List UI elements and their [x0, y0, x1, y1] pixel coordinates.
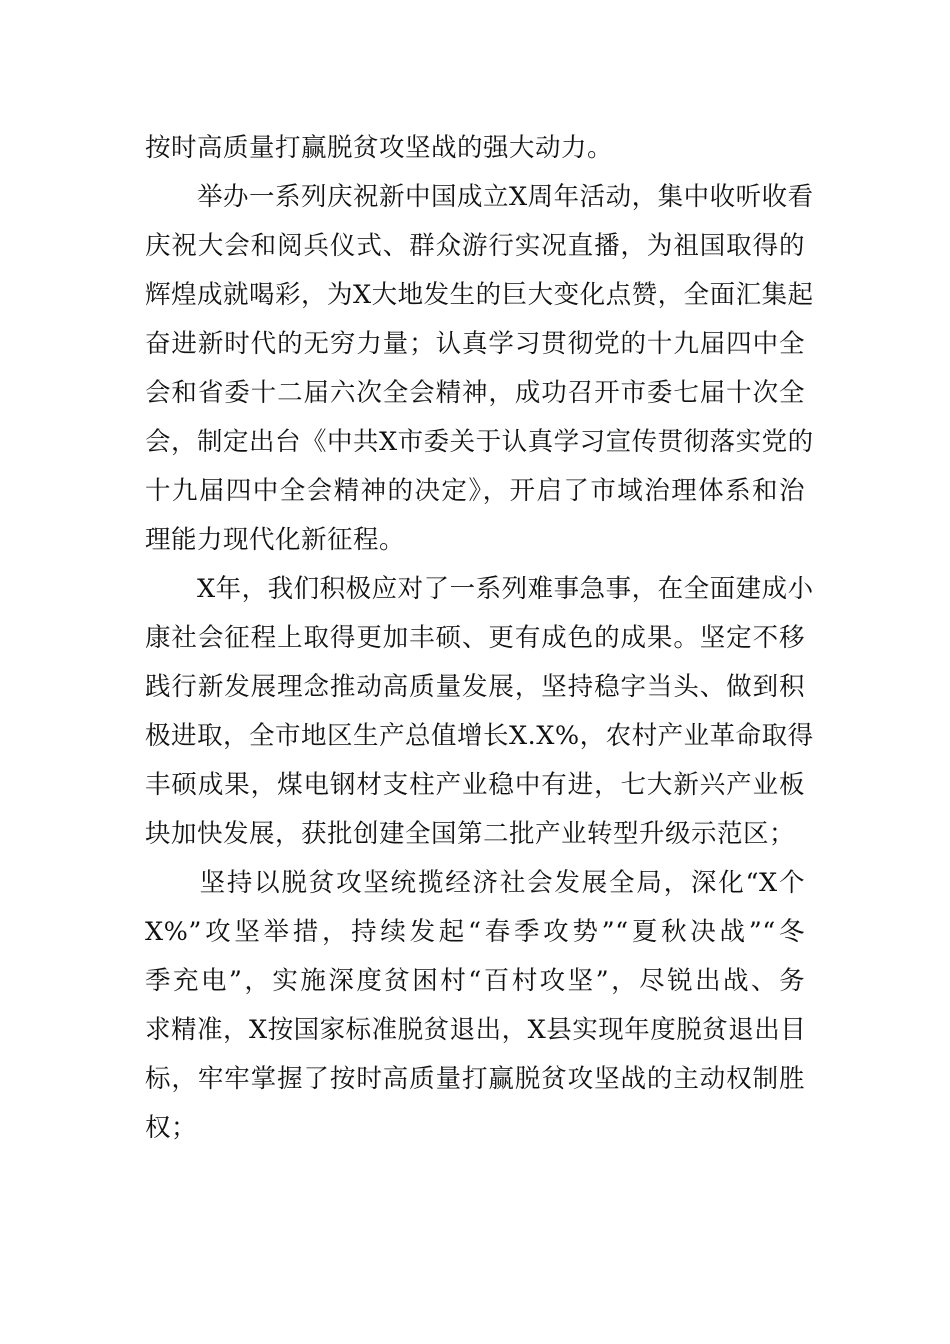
text-line: 标，牢牢掌握了按时高质量打赢脱贫攻坚战的主动权制胜 — [145, 1064, 805, 1094]
text-line: 奋进新时代的无穷力量；认真学习贯彻党的十九届四中全 — [145, 329, 805, 359]
text-line: 庆祝大会和阅兵仪式、群众游行实况直播，为祖国取得的 — [145, 231, 805, 261]
body-text — [145, 124, 814, 1153]
text-line: X%”攻坚举措，持续发起“春季攻势”“夏秋决战”“冬 — [145, 917, 805, 947]
text-line: 季充电”，实施深度贫困村“百村攻坚”，尽锐出战、务 — [145, 966, 805, 996]
text-line: 权； — [145, 1113, 198, 1143]
text-line: 会和省委十二届六次全会精神，成功召开市委七届十次全 — [145, 378, 805, 408]
text-line: 求精准，X按国家标准脱贫退出，X县实现年度脱贫退出目 — [145, 1015, 807, 1045]
text-line: X年，我们积极应对了一系列难事急事，在全面建成小 — [145, 574, 814, 604]
text-line: 辉煌成就喝彩，为X大地发生的巨大变化点赞，全面汇集起 — [145, 280, 814, 310]
text-line: 理能力现代化新征程。 — [145, 525, 406, 555]
text-line: 丰硕成果，煤电钢材支柱产业稳中有进，七大新兴产业板 — [145, 770, 805, 800]
text-line: 践行新发展理念推动高质量发展，坚持稳字当头、做到积 — [145, 672, 805, 702]
text-line: 康社会征程上取得更加丰硕、更有成色的成果。坚定不移 — [145, 623, 805, 653]
text-line: 极进取，全市地区生产总值增长X.X%，农村产业革命取得 — [145, 721, 814, 751]
text-line: 会，制定出台《中共X市委关于认真学习宣传贯彻落实党的 — [145, 427, 814, 457]
text-line: 举办一系列庆祝新中国成立X周年活动，集中收听收看 — [145, 182, 814, 212]
text-line: 按时高质量打赢脱贫攻坚战的强大动力。 — [145, 133, 614, 163]
text-line: 十九届四中全会精神的决定》，开启了市域治理体系和治 — [145, 476, 805, 506]
text-line: 块加快发展，获批创建全国第二批产业转型升级示范区； — [145, 819, 796, 849]
text-line: 坚持以脱贫攻坚统揽经济社会发展全局，深化“X个 — [145, 868, 805, 898]
